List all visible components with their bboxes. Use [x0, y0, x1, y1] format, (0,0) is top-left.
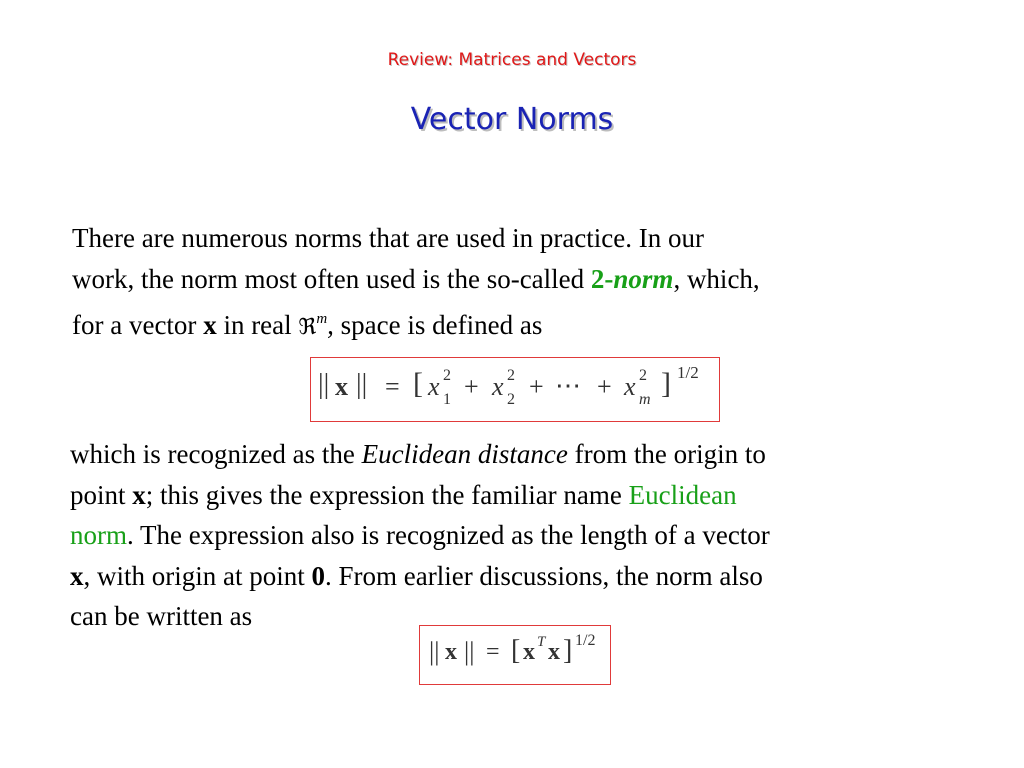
x-term: x	[624, 372, 636, 401]
text: . The expression also is recognized as the length of a vector	[127, 520, 770, 550]
text: point	[70, 479, 133, 510]
paragraph-line	[70, 556, 770, 597]
exponent-half: 1/2	[575, 632, 596, 649]
paragraph-line	[72, 259, 760, 300]
text: , with origin at point	[83, 560, 312, 591]
paragraph-euclidean	[70, 434, 770, 637]
equals-sign: =	[385, 372, 400, 401]
text: . From earlier discussions, the norm also	[324, 560, 763, 591]
norm-bar-right: ||	[356, 369, 368, 400]
norm-bar-right: ||	[464, 637, 475, 666]
text: which is recognized as the	[70, 439, 362, 469]
transpose-t: T	[537, 634, 546, 650]
paragraph-line	[70, 515, 770, 556]
text: for a vector	[72, 310, 204, 340]
text: ; this gives the expression the familiar name	[145, 479, 629, 510]
vector-x: x	[203, 310, 217, 340]
left-bracket: [	[413, 367, 423, 400]
paragraph-line	[70, 434, 770, 475]
vector-x: x	[445, 639, 457, 665]
right-bracket: ]	[661, 367, 671, 400]
left-bracket: [	[511, 635, 521, 666]
slide-title: Vector Norms	[410, 102, 614, 137]
text: work, the norm most often used is the so-called	[72, 263, 591, 294]
zero-vector: 0	[311, 560, 325, 591]
real-space-exponent: m	[316, 311, 328, 327]
text: ,	[327, 310, 334, 340]
vector-x: x	[523, 639, 535, 665]
text: from the origin to	[567, 439, 766, 469]
two-norm-term: norm	[613, 263, 674, 294]
euclidean-distance-term: Euclidean distance	[361, 439, 568, 469]
equation-transpose-form	[419, 625, 611, 685]
paragraph-line	[72, 299, 760, 348]
equals-sign: =	[486, 639, 500, 665]
norm-bar-left: ||	[429, 637, 440, 666]
x-term: x	[492, 372, 504, 401]
right-bracket: ]	[563, 635, 573, 666]
slide-header: Review: Matrices and Vectors	[387, 50, 637, 70]
ellipsis: ⋯	[555, 371, 581, 400]
equation-two-norm	[310, 357, 720, 422]
plus-sign: +	[597, 372, 612, 401]
subscript-2: 2	[507, 391, 515, 408]
paragraph-line	[72, 218, 760, 259]
power-2: 2	[507, 367, 515, 384]
vector-x: x	[70, 560, 84, 591]
subscript-1: 1	[443, 391, 451, 408]
plus-sign: +	[464, 372, 479, 401]
euclidean-norm-term: Euclidean	[628, 479, 737, 510]
vector-x: x	[548, 639, 560, 665]
text: There are numerous norms that are used in practice. In our	[72, 223, 704, 253]
power-2: 2	[443, 367, 451, 384]
euclidean-norm-term: norm	[70, 520, 127, 550]
text: space is defined as	[333, 310, 543, 340]
subscript-m: m	[639, 391, 651, 408]
exponent-half: 1/2	[677, 363, 699, 382]
vector-x: x	[335, 372, 348, 401]
paragraph-line	[70, 475, 770, 516]
two-norm-number: 2-	[590, 263, 614, 294]
vector-x: x	[132, 479, 146, 510]
paragraph-intro	[72, 218, 760, 348]
text: in real	[216, 310, 299, 340]
real-space-symbol: ℜ	[298, 314, 317, 339]
power-2: 2	[639, 367, 647, 384]
plus-sign: +	[529, 372, 544, 401]
norm-bar-left: ||	[318, 369, 330, 400]
text: , which,	[673, 263, 760, 294]
text: can be written as	[70, 601, 253, 631]
x-term: x	[428, 372, 440, 401]
